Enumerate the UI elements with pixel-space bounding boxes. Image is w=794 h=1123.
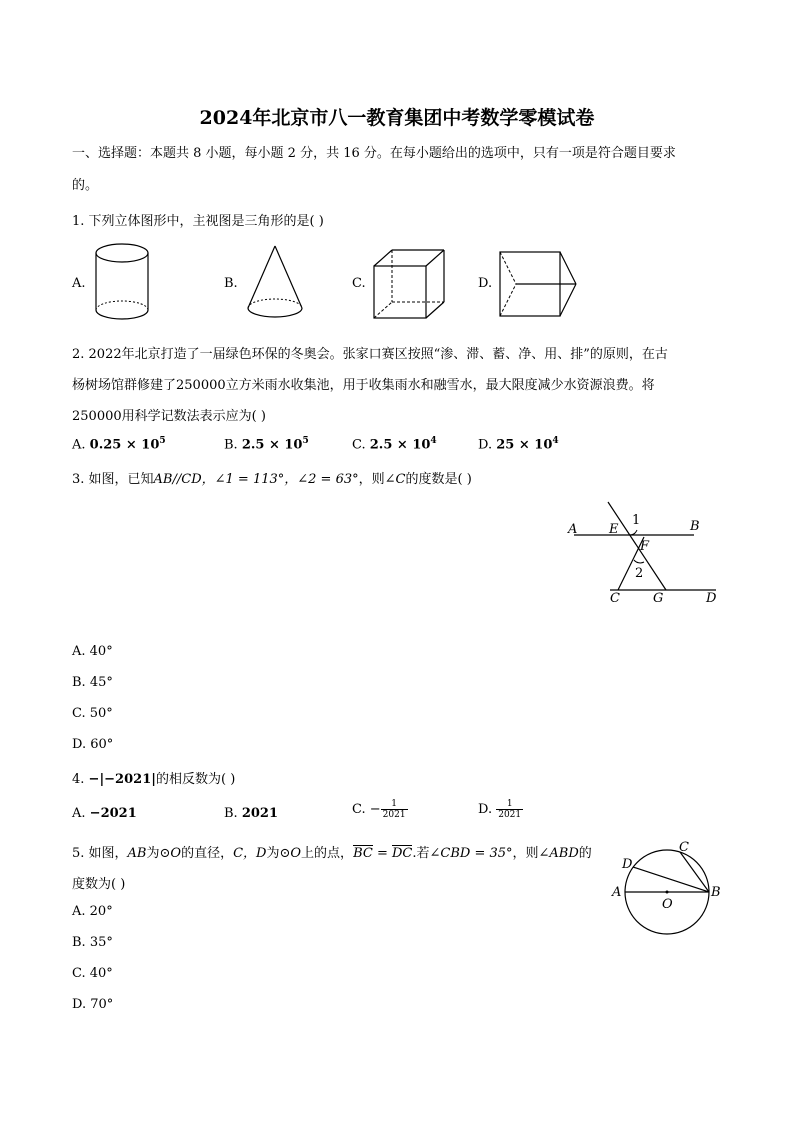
fig5-label-d: D <box>622 857 633 872</box>
fig3-label-d: D <box>706 591 717 606</box>
q2-option-a: A. $0.25 \times 10^5$ <box>72 436 166 453</box>
fig5-label-b: B <box>711 885 721 900</box>
fig5-label-a: A <box>612 885 622 900</box>
q3-option-b: B. 45° <box>72 675 113 690</box>
q3-option-a: A. 40° <box>72 644 113 659</box>
q1-option-d-label: D. <box>478 276 493 291</box>
q2-option-c: C. $2.5 \times 10^4$ <box>352 436 437 453</box>
page-title: 2024年北京市八一教育集团中考数学零模试卷 <box>199 107 595 129</box>
section-heading-line2: 的。 <box>72 178 99 193</box>
q3-option-c: C. 50° <box>72 706 113 721</box>
cone-figure <box>242 242 312 324</box>
fraction: $\frac{1}{2021}$ <box>498 799 522 820</box>
prism-figure <box>494 246 584 322</box>
parallel-lines-figure <box>562 496 732 608</box>
q5-option-d: D. 70° <box>72 997 114 1012</box>
fig5-label-o: O <box>662 897 673 912</box>
q4-option-a: A. −2021 <box>72 806 137 821</box>
fig3-label-c: C <box>610 591 620 606</box>
q5-option-b: B. 35° <box>72 935 113 950</box>
q2-stem-line1: 2. 2022年北京打造了一届绿色环保的冬奥会。张家口赛区按照“渗、滞、蓄、净、用、排”的原则，在古 <box>72 347 668 362</box>
q4-stem: 4. −|−2021|的相反数为( ) <box>72 772 236 787</box>
q2-option-b: B. $2.5 \times 10^5$ <box>224 436 309 453</box>
fig3-label-f: F <box>640 539 650 554</box>
q1-option-b-label: B. <box>224 276 238 291</box>
q3-stem: 3. 如图，已知AB//CD，∠1 = 113°，∠2 = 63°，则∠C的度数是( ) <box>72 472 472 487</box>
q2-option-d: D. $25 \times 10^4$ <box>478 436 559 453</box>
fig3-label-2: 2 <box>635 566 644 581</box>
fraction: $\frac{1}{2021}$ <box>382 799 406 820</box>
q5-option-c: C. 40° <box>72 966 113 981</box>
circle-figure <box>608 838 728 938</box>
cube-figure <box>370 246 450 326</box>
q2-stem-line2: 杨树场馆群修建了250000立方米雨水收集池，用于收集雨水和融雪水，最大限度减少水资源浪费。将 <box>72 378 655 393</box>
fig5-label-c: C <box>679 840 689 855</box>
q1-option-a-label: A. <box>72 276 86 291</box>
fig3-label-b: B <box>690 519 700 534</box>
q1-stem: 1. 下列立体图形中，主视图是三角形的是( ) <box>72 214 324 229</box>
q4-option-b: B. 2021 <box>224 806 279 821</box>
q4-option-c: C. − $\frac{1}{2021}$ <box>352 799 406 820</box>
q1-option-c-label: C. <box>352 276 366 291</box>
q3-option-d: D. 60° <box>72 737 114 752</box>
cylinder-figure <box>88 240 158 328</box>
q4-option-d: D. $\frac{1}{2021}$ <box>478 799 522 820</box>
q5-stem-line1: 5. 如图，AB为⊙O的直径，C，D为⊙O上的点，BC = DC.若∠CBD = 35°，则∠ABD的 <box>72 846 592 861</box>
section-heading-line1: 一、选择题：本题共 8 小题，每小题 2 分，共 16 分。在每小题给出的选项中，只有一项是符合题目要求 <box>72 146 676 161</box>
fig3-label-g: G <box>653 591 664 606</box>
fig3-label-a: A <box>568 522 578 537</box>
q5-option-a: A. 20° <box>72 904 113 919</box>
q5-stem-line2: 度数为( ) <box>72 877 126 892</box>
fig3-label-e: E <box>609 522 619 537</box>
q2-stem-line3: 250000用科学记数法表示应为( ) <box>72 409 266 424</box>
fig3-label-1: 1 <box>632 513 641 528</box>
